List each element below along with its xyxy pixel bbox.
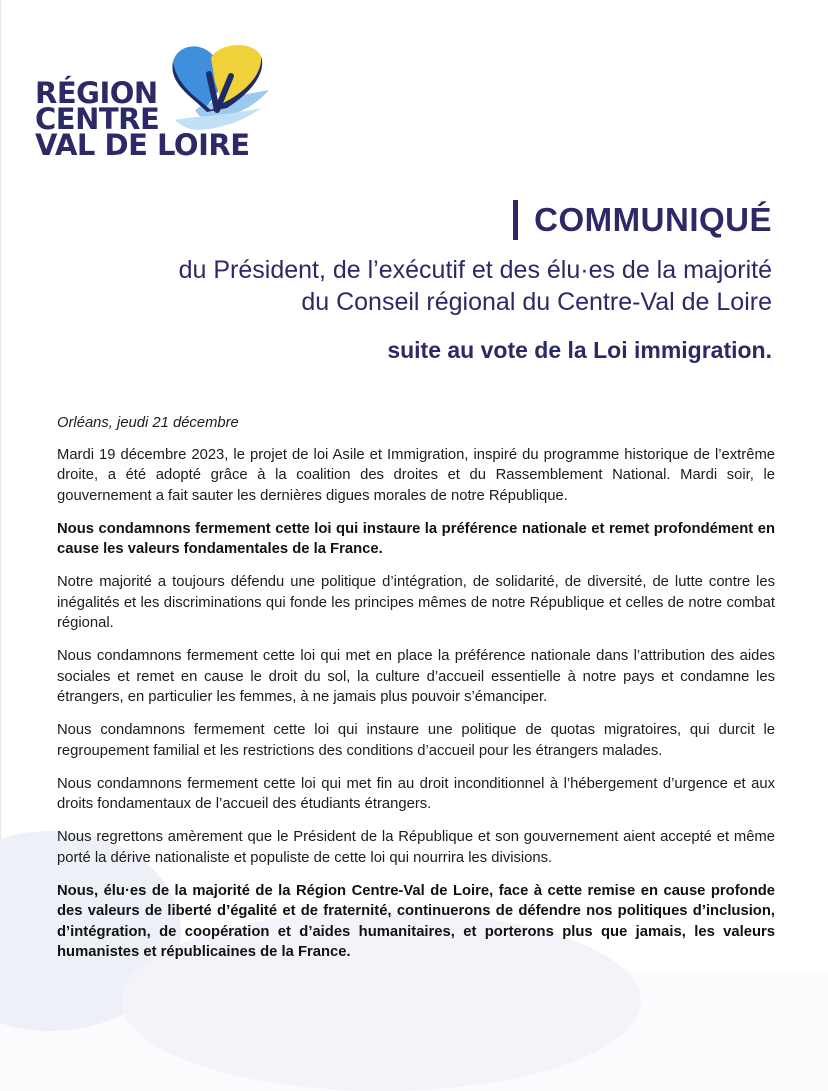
paragraph-4: Nous condamnons fermement cette loi qui met en place la préférence nationale dans l’attribution des aides sociales et remet en cause le droit du sol, la culture d’accueil essentielle à notre pays et condamne les étrangers, en particulier les femmes, à ne jamais plus pouvoir s’émanciper.: [57, 648, 775, 705]
region-logo: [31, 38, 271, 168]
paragraph-2-bold: Nous condamnons fermement cette loi qui instaure la préférence nationale et remet profondément en cause les valeurs fondamentales de la France.: [57, 520, 775, 557]
paragraph-3: Notre majorité a toujours défendu une politique d’intégration, de solidarité, de diversité, de lutte contre les inégalités et les discriminations qui fonde les principes mêmes de notre République et celles de notre combat régional.: [57, 574, 775, 631]
paragraph-1: Mardi 19 décembre 2023, le projet de loi Asile et Immigration, inspiré du programme historique de l’extrême droite, a été adopté grâce à la coalition des droites et du Rassemblement National. Mardi soir, le gouvernement a fait sauter les dernières digues morales de notre République.: [57, 446, 775, 504]
paragraph-7: Nous regrettons amèrement que le Président de la République et son gouvernement aient accepté et même porté la dérive nationaliste et populiste de cette loi qui nourrira les divisions.: [57, 829, 775, 866]
logo-line-2: CENTRE: [35, 102, 160, 136]
subject-line: suite au vote de la Loi immigration.: [387, 337, 772, 363]
communique-title: [513, 200, 772, 240]
paragraph-6: Nous condamnons fermement cette loi qui met fin au droit inconditionnel à l’hébergement d’urgence et aux droits fondamentaux de l’accueil des étudiants étrangers.: [57, 775, 775, 812]
dateline: Orléans, jeudi 21 décembre: [57, 415, 239, 431]
subtitle-line-1: du Président, de l’exécutif et des élu·es de la majorité: [178, 256, 772, 284]
paragraph-5: Nous condamnons fermement cette loi qui instaure une politique de quotas migratoires, qui durcit le regroupement familial et les restrictions des conditions d’accueil pour les étrangers malades.: [57, 722, 775, 759]
subtitle-line-2: du Conseil régional du Centre-Val de Loire: [301, 288, 772, 316]
subtitle: [12, 254, 772, 318]
logo-line-3: VAL DE LOIRE: [35, 128, 250, 162]
paragraph-8-bold: Nous, élu·es de la majorité de la Région Centre-Val de Loire, face à cette remise en cause profonde des valeurs de liberté d’égalité et de fraternité, continuerons de défendre nos politiques d’inclusion, d’intégration, de coopération et d’aides humanitaires, et porterons plus que jamais, les valeurs humanistes et républicaines de la France.: [57, 882, 775, 960]
communique-title-text: COMMUNIQUÉ: [534, 201, 772, 238]
title-bar-divider: [513, 200, 518, 240]
logo-wordmark: [35, 76, 250, 162]
communique-body: [57, 413, 775, 975]
logo-line-1: RÉGION: [35, 76, 158, 110]
